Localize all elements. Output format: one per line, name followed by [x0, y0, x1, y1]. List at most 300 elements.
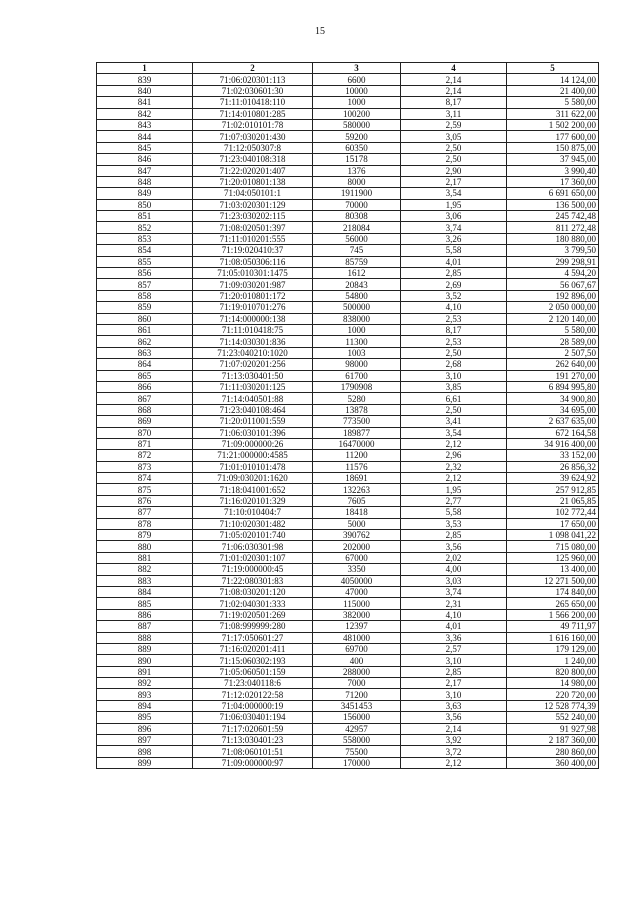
rate-value: 2,50 — [401, 154, 507, 165]
row-number: 892 — [97, 678, 193, 689]
amount-value: 125 960,00 — [507, 552, 599, 563]
cadastral-number: 71:19:020410:37 — [193, 245, 313, 256]
cadastral-number: 71:01:020301:107 — [193, 552, 313, 563]
rate-value: 2,02 — [401, 552, 507, 563]
area-value: 4050000 — [313, 575, 401, 586]
rate-value: 3,56 — [401, 541, 507, 552]
rate-value: 2,69 — [401, 279, 507, 290]
amount-value: 34 900,80 — [507, 393, 599, 404]
amount-value: 5 580,00 — [507, 97, 599, 108]
row-number: 867 — [97, 393, 193, 404]
rate-value: 2,14 — [401, 74, 507, 85]
area-value: 218084 — [313, 222, 401, 233]
rate-value: 5,58 — [401, 507, 507, 518]
row-number: 844 — [97, 131, 193, 142]
table-row — [97, 290, 599, 301]
cadastral-number: 71:11:010201:555 — [193, 233, 313, 244]
area-value: 500000 — [313, 302, 401, 313]
area-value: 481000 — [313, 632, 401, 643]
rate-value: 2,31 — [401, 598, 507, 609]
row-number: 868 — [97, 404, 193, 415]
row-number: 849 — [97, 188, 193, 199]
amount-value: 177 600,00 — [507, 131, 599, 142]
area-value: 390762 — [313, 530, 401, 541]
amount-value: 5 580,00 — [507, 324, 599, 335]
area-value: 11300 — [313, 336, 401, 347]
table-row — [97, 416, 599, 427]
rate-value: 8,17 — [401, 324, 507, 335]
cadastral-number: 71:07:020201:256 — [193, 359, 313, 370]
table-row — [97, 723, 599, 734]
cadastral-number: 71:14:010801:285 — [193, 108, 313, 119]
rate-value: 2,57 — [401, 643, 507, 654]
cadastral-number: 71:16:020101:329 — [193, 495, 313, 506]
amount-value: 102 772,44 — [507, 507, 599, 518]
area-value: 10000 — [313, 85, 401, 96]
data-table — [96, 62, 599, 769]
rate-value: 4,00 — [401, 564, 507, 575]
row-number: 865 — [97, 370, 193, 381]
table-row — [97, 689, 599, 700]
row-number: 864 — [97, 359, 193, 370]
row-number: 896 — [97, 723, 193, 734]
area-value: 1000 — [313, 324, 401, 335]
rate-value: 2,90 — [401, 165, 507, 176]
area-value: 18691 — [313, 473, 401, 484]
area-value: 11576 — [313, 461, 401, 472]
rate-value: 8,17 — [401, 97, 507, 108]
area-value: 13878 — [313, 404, 401, 415]
table-row — [97, 700, 599, 711]
area-value: 100200 — [313, 108, 401, 119]
table-row — [97, 507, 599, 518]
amount-value: 33 152,00 — [507, 450, 599, 461]
area-value: 54800 — [313, 290, 401, 301]
table-row — [97, 347, 599, 358]
amount-value: 12 271 500,00 — [507, 575, 599, 586]
row-number: 854 — [97, 245, 193, 256]
area-value: 69700 — [313, 643, 401, 654]
row-number: 889 — [97, 643, 193, 654]
rate-value: 3,54 — [401, 427, 507, 438]
area-value: 60350 — [313, 142, 401, 153]
amount-value: 180 880,00 — [507, 233, 599, 244]
cadastral-number: 71:23:040118:6 — [193, 678, 313, 689]
cadastral-number: 71:02:040301:333 — [193, 598, 313, 609]
area-value: 98000 — [313, 359, 401, 370]
area-value: 75500 — [313, 746, 401, 757]
cadastral-number: 71:19:010701:276 — [193, 302, 313, 313]
amount-value: 672 164,58 — [507, 427, 599, 438]
rate-value: 3,41 — [401, 416, 507, 427]
amount-value: 1 566 200,00 — [507, 609, 599, 620]
row-number: 899 — [97, 757, 193, 768]
row-number: 851 — [97, 211, 193, 222]
amount-value: 820 800,00 — [507, 666, 599, 677]
amount-value: 150 875,00 — [507, 142, 599, 153]
table-row — [97, 199, 599, 210]
table-row — [97, 97, 599, 108]
cadastral-number: 71:09:000000:97 — [193, 757, 313, 768]
cadastral-number: 71:11:030201:125 — [193, 381, 313, 392]
amount-value: 3 990,40 — [507, 165, 599, 176]
row-number: 842 — [97, 108, 193, 119]
amount-value: 12 528 774,39 — [507, 700, 599, 711]
table-body — [97, 74, 599, 769]
rate-value: 2,85 — [401, 530, 507, 541]
area-value: 132263 — [313, 484, 401, 495]
table-row — [97, 712, 599, 723]
table-row — [97, 324, 599, 335]
amount-value: 14 980,00 — [507, 678, 599, 689]
table-row — [97, 655, 599, 666]
area-value: 170000 — [313, 757, 401, 768]
row-number: 841 — [97, 97, 193, 108]
rate-value: 4,10 — [401, 609, 507, 620]
rate-value: 2,53 — [401, 336, 507, 347]
cadastral-number: 71:02:030601:30 — [193, 85, 313, 96]
area-value: 59200 — [313, 131, 401, 142]
area-value: 12397 — [313, 621, 401, 632]
row-number: 893 — [97, 689, 193, 700]
table-header — [97, 63, 599, 74]
area-value: 745 — [313, 245, 401, 256]
table-row — [97, 495, 599, 506]
rate-value: 3,05 — [401, 131, 507, 142]
area-value: 7605 — [313, 495, 401, 506]
cadastral-number: 71:20:011001:559 — [193, 416, 313, 427]
rate-value: 2,50 — [401, 404, 507, 415]
row-number: 880 — [97, 541, 193, 552]
rate-value: 2,59 — [401, 119, 507, 130]
cadastral-number: 71:22:020201:407 — [193, 165, 313, 176]
cadastral-number: 71:12:050307:8 — [193, 142, 313, 153]
rate-value: 3,56 — [401, 712, 507, 723]
row-number: 872 — [97, 450, 193, 461]
rate-value: 4,10 — [401, 302, 507, 313]
area-value: 1376 — [313, 165, 401, 176]
cadastral-number: 71:05:010301:1475 — [193, 268, 313, 279]
row-number: 887 — [97, 621, 193, 632]
rate-value: 3,53 — [401, 518, 507, 529]
row-number: 886 — [97, 609, 193, 620]
table-row — [97, 370, 599, 381]
table-row — [97, 586, 599, 597]
rate-value: 3,10 — [401, 689, 507, 700]
table-row — [97, 154, 599, 165]
rate-value: 3,11 — [401, 108, 507, 119]
amount-value: 191 270,00 — [507, 370, 599, 381]
amount-value: 1 240,00 — [507, 655, 599, 666]
area-value: 56000 — [313, 233, 401, 244]
column-header-3: 3 — [313, 63, 401, 74]
table-row — [97, 119, 599, 130]
table-row — [97, 404, 599, 415]
row-number: 866 — [97, 381, 193, 392]
rate-value: 4,01 — [401, 621, 507, 632]
row-number: 852 — [97, 222, 193, 233]
row-number: 875 — [97, 484, 193, 495]
area-value: 18418 — [313, 507, 401, 518]
cadastral-number: 71:08:020501:397 — [193, 222, 313, 233]
table-row — [97, 74, 599, 85]
table-row — [97, 609, 599, 620]
amount-value: 2 507,50 — [507, 347, 599, 358]
header-row — [97, 63, 599, 74]
table-row — [97, 336, 599, 347]
row-number: 890 — [97, 655, 193, 666]
cadastral-number: 71:14:000000:138 — [193, 313, 313, 324]
rate-value: 3,85 — [401, 381, 507, 392]
cadastral-number: 71:04:050101:1 — [193, 188, 313, 199]
amount-value: 21 400,00 — [507, 85, 599, 96]
row-number: 870 — [97, 427, 193, 438]
rate-value: 3,54 — [401, 188, 507, 199]
area-value: 773500 — [313, 416, 401, 427]
area-value: 1000 — [313, 97, 401, 108]
cadastral-number: 71:14:040501:88 — [193, 393, 313, 404]
table-row — [97, 233, 599, 244]
row-number: 898 — [97, 746, 193, 757]
amount-value: 28 589,00 — [507, 336, 599, 347]
cadastral-number: 71:12:020122:58 — [193, 689, 313, 700]
rate-value: 3,92 — [401, 735, 507, 746]
cadastral-number: 71:23:030202:115 — [193, 211, 313, 222]
row-number: 840 — [97, 85, 193, 96]
table-row — [97, 530, 599, 541]
row-number: 845 — [97, 142, 193, 153]
table-row — [97, 222, 599, 233]
cadastral-number: 71:22:080301:83 — [193, 575, 313, 586]
rate-value: 2,17 — [401, 678, 507, 689]
amount-value: 17 650,00 — [507, 518, 599, 529]
cadastral-number: 71:06:030101:396 — [193, 427, 313, 438]
rate-value: 2,14 — [401, 723, 507, 734]
area-value: 382000 — [313, 609, 401, 620]
area-value: 70000 — [313, 199, 401, 210]
amount-value: 2 120 140,00 — [507, 313, 599, 324]
table-row — [97, 142, 599, 153]
amount-value: 34 695,00 — [507, 404, 599, 415]
cadastral-number: 71:19:000000:45 — [193, 564, 313, 575]
rate-value: 2,14 — [401, 85, 507, 96]
table-row — [97, 632, 599, 643]
rate-value: 2,53 — [401, 313, 507, 324]
row-number: 853 — [97, 233, 193, 244]
table-row — [97, 268, 599, 279]
rate-value: 6,61 — [401, 393, 507, 404]
amount-value: 4 594,20 — [507, 268, 599, 279]
cadastral-number: 71:15:060302:193 — [193, 655, 313, 666]
amount-value: 360 400,00 — [507, 757, 599, 768]
rate-value: 3,06 — [401, 211, 507, 222]
cadastral-number: 71:09:030201:987 — [193, 279, 313, 290]
row-number: 874 — [97, 473, 193, 484]
table-row — [97, 245, 599, 256]
area-value: 7000 — [313, 678, 401, 689]
cadastral-number: 71:20:010801:172 — [193, 290, 313, 301]
table-row — [97, 85, 599, 96]
row-number: 856 — [97, 268, 193, 279]
amount-value: 26 856,32 — [507, 461, 599, 472]
area-value: 8000 — [313, 176, 401, 187]
rate-value: 1,95 — [401, 484, 507, 495]
table-row — [97, 552, 599, 563]
rate-value: 2,50 — [401, 142, 507, 153]
row-number: 891 — [97, 666, 193, 677]
area-value: 558000 — [313, 735, 401, 746]
table-row — [97, 461, 599, 472]
row-number: 879 — [97, 530, 193, 541]
table-row — [97, 381, 599, 392]
row-number: 881 — [97, 552, 193, 563]
rate-value: 2,68 — [401, 359, 507, 370]
cadastral-number: 71:06:030401:194 — [193, 712, 313, 723]
amount-value: 21 065,85 — [507, 495, 599, 506]
row-number: 876 — [97, 495, 193, 506]
row-number: 882 — [97, 564, 193, 575]
rate-value: 3,74 — [401, 222, 507, 233]
table-row — [97, 735, 599, 746]
area-value: 1911900 — [313, 188, 401, 199]
rate-value: 2,50 — [401, 347, 507, 358]
row-number: 871 — [97, 438, 193, 449]
cadastral-number: 71:05:060501:159 — [193, 666, 313, 677]
cadastral-number: 71:07:030201:430 — [193, 131, 313, 142]
area-value: 156000 — [313, 712, 401, 723]
column-header-2: 2 — [193, 63, 313, 74]
amount-value: 39 624,92 — [507, 473, 599, 484]
cadastral-number: 71:06:030301:98 — [193, 541, 313, 552]
area-value: 3350 — [313, 564, 401, 575]
area-value: 6600 — [313, 74, 401, 85]
cadastral-number: 71:06:020301:113 — [193, 74, 313, 85]
table-row — [97, 484, 599, 495]
area-value: 61700 — [313, 370, 401, 381]
page-number: 15 — [315, 26, 325, 37]
amount-value: 91 927,98 — [507, 723, 599, 734]
area-value: 20843 — [313, 279, 401, 290]
table-row — [97, 757, 599, 768]
rate-value: 3,72 — [401, 746, 507, 757]
amount-value: 265 650,00 — [507, 598, 599, 609]
rate-value: 2,77 — [401, 495, 507, 506]
area-value: 16470000 — [313, 438, 401, 449]
cadastral-number: 71:17:020601:59 — [193, 723, 313, 734]
cadastral-number: 71:10:020301:482 — [193, 518, 313, 529]
amount-value: 34 916 400,00 — [507, 438, 599, 449]
cadastral-number: 71:18:041001:652 — [193, 484, 313, 495]
table-row — [97, 427, 599, 438]
rate-value: 1,95 — [401, 199, 507, 210]
area-value: 1790908 — [313, 381, 401, 392]
table-row — [97, 518, 599, 529]
table-row — [97, 176, 599, 187]
amount-value: 220 720,00 — [507, 689, 599, 700]
cadastral-number: 71:08:999999:280 — [193, 621, 313, 632]
row-number: 861 — [97, 324, 193, 335]
amount-value: 715 080,00 — [507, 541, 599, 552]
rate-value: 2,17 — [401, 176, 507, 187]
cadastral-number: 71:08:050306:116 — [193, 256, 313, 267]
table-row — [97, 450, 599, 461]
cadastral-number: 71:19:020501:269 — [193, 609, 313, 620]
area-value: 202000 — [313, 541, 401, 552]
area-value: 47000 — [313, 586, 401, 597]
column-header-4: 4 — [401, 63, 507, 74]
cadastral-number: 71:23:040210:1020 — [193, 347, 313, 358]
row-number: 850 — [97, 199, 193, 210]
row-number: 857 — [97, 279, 193, 290]
row-number: 877 — [97, 507, 193, 518]
amount-value: 280 860,00 — [507, 746, 599, 757]
area-value: 5280 — [313, 393, 401, 404]
row-number: 846 — [97, 154, 193, 165]
rate-value: 3,26 — [401, 233, 507, 244]
cadastral-number: 71:03:020301:129 — [193, 199, 313, 210]
table-row — [97, 279, 599, 290]
amount-value: 1 098 041,22 — [507, 530, 599, 541]
row-number: 860 — [97, 313, 193, 324]
amount-value: 14 124,00 — [507, 74, 599, 85]
area-value: 11200 — [313, 450, 401, 461]
table-row — [97, 598, 599, 609]
area-value: 80308 — [313, 211, 401, 222]
table-row — [97, 188, 599, 199]
amount-value: 299 298,91 — [507, 256, 599, 267]
row-number: 895 — [97, 712, 193, 723]
area-value: 288000 — [313, 666, 401, 677]
amount-value: 245 742,48 — [507, 211, 599, 222]
amount-value: 192 896,00 — [507, 290, 599, 301]
area-value: 15178 — [313, 154, 401, 165]
cadastral-number: 71:01:010101:478 — [193, 461, 313, 472]
area-value: 85759 — [313, 256, 401, 267]
area-value: 1003 — [313, 347, 401, 358]
row-number: 883 — [97, 575, 193, 586]
row-number: 848 — [97, 176, 193, 187]
rate-value: 5,58 — [401, 245, 507, 256]
amount-value: 311 622,00 — [507, 108, 599, 119]
amount-value: 2 050 000,00 — [507, 302, 599, 313]
amount-value: 1 502 200,00 — [507, 119, 599, 130]
cadastral-number: 71:02:010101:78 — [193, 119, 313, 130]
rate-value: 3,74 — [401, 586, 507, 597]
cadastral-number: 71:17:050601:27 — [193, 632, 313, 643]
rate-value: 2,12 — [401, 757, 507, 768]
column-header-1: 1 — [97, 63, 193, 74]
rate-value: 2,96 — [401, 450, 507, 461]
cadastral-number: 71:08:030201:120 — [193, 586, 313, 597]
table-row — [97, 564, 599, 575]
cadastral-number: 71:05:020101:740 — [193, 530, 313, 541]
cadastral-number: 71:10:010404:7 — [193, 507, 313, 518]
row-number: 855 — [97, 256, 193, 267]
area-value: 115000 — [313, 598, 401, 609]
area-value: 838000 — [313, 313, 401, 324]
row-number: 858 — [97, 290, 193, 301]
table-row — [97, 302, 599, 313]
table-row — [97, 643, 599, 654]
row-number: 897 — [97, 735, 193, 746]
amount-value: 49 711,97 — [507, 621, 599, 632]
table-row — [97, 108, 599, 119]
table-row — [97, 131, 599, 142]
row-number: 873 — [97, 461, 193, 472]
row-number: 894 — [97, 700, 193, 711]
table-row — [97, 359, 599, 370]
table-row — [97, 746, 599, 757]
